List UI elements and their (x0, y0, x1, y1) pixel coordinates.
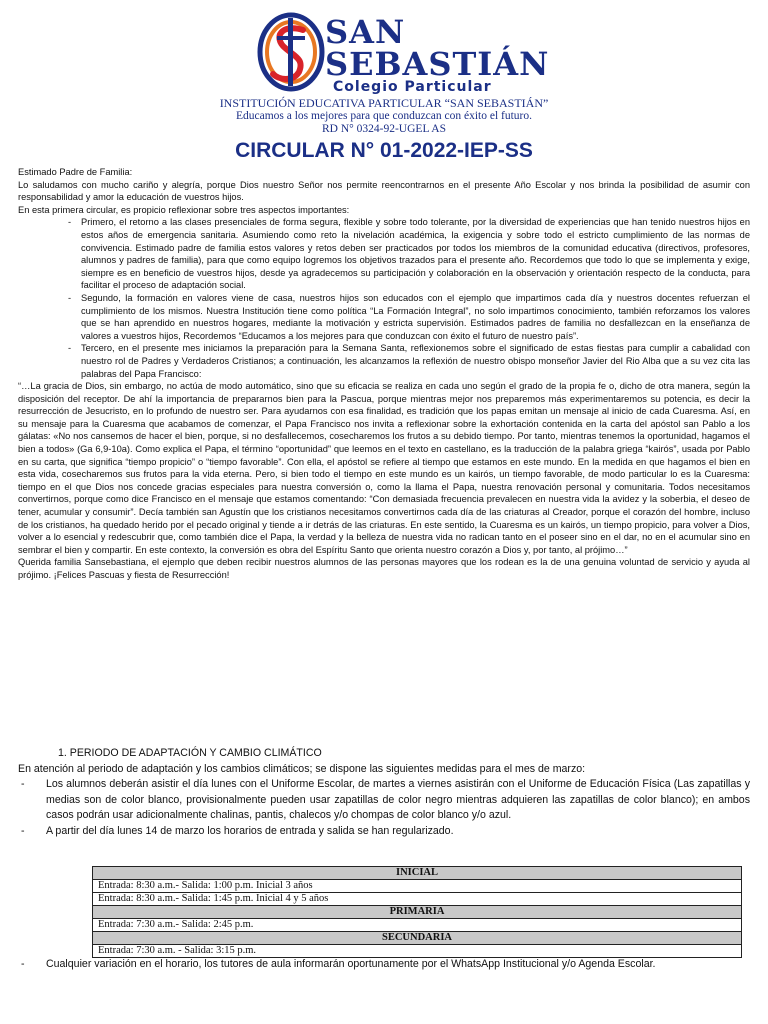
bullet-dash: - (21, 778, 25, 791)
list-item (18, 342, 750, 380)
list-item-text: Los alumnos deberán asistir el día lunes con el Uniforme Escolar, de martes a viernes asistirán con el Uniforme de Educación Física (Las zapatillas y medias son de color blanco, provisionalmente pueden usar zapatillas de color negro mientras adquieren las zapatillas de color blanco); en ambos casos podrán usar adicionalmente chalinas, pantis, chalecos y/o chompas de color blanco y/o azul. (46, 778, 750, 822)
list-item-text: Segundo, la formación en valores viene de casa, nuestros hijos son educados con el ejemplo que impartimos cada día y nuestros docentes refuerzan el cumplimiento de los mismos. Nuestra Institución tiene como política “La Formación Integral”, no solo impartimos conocimiento, también reforzamos los valores que se han aprendido en nuestros hogares, mediante la motivación y estricta supervisión. Estimados padres de familia no desfallezcan en la enseñanza de valores a vuestros hijos, Recordemos “Educamos a los mejores para que conduzcan con éxito el futuro de nuestro país”. (81, 292, 750, 341)
school-logo (255, 10, 550, 95)
schedule-row: Entrada: 7:30 a.m.- Salida: 2:45 p.m. (93, 919, 742, 932)
section-adaptation (18, 746, 750, 840)
list-item-text: Primero, el retorno a las clases presenciales de forma segura, flexible y sobre todo tolerante, por la diversidad de experiencias que han tenido nuestros hijos en estos años de emergencia sanitaria. Asumiendo como reto la nivelación académica, la exigencia y sobre todo el estricto cumplimiento de las normas de convivencia. Estimado padre de familia estos valores y retos deben ser practicados por todos los miembros de la comunidad educativa (directivos, profesores, alumnos y padres de familia), para que como equipo logremos los objetivos trazados para el presente año. Recordemos que todo lo que se implementa y exige, siempre es en beneficio de vuestros hijos, desde ya agradecemos su participación y colaboración en la observación y orientación respecto de la conducta, para facilitar el proceso de adaptación social. (81, 217, 750, 291)
institution-name: INSTITUCIÓN EDUCATIVA PARTICULAR “SAN SEBASTIÁN” (219, 96, 549, 110)
bullet-dash: - (68, 292, 72, 303)
school-emblem-icon (255, 10, 325, 94)
list-item (18, 777, 750, 824)
list-item (18, 957, 750, 973)
institution-motto: Educamos a los mejores para que conduzcan con éxito el futuro. (235, 110, 533, 122)
logo-name-line2: SEBASTIÁN (325, 45, 550, 83)
list-item (18, 292, 750, 342)
schedule-row: Entrada: 7:30 a.m. - Salida: 3:15 p.m. (93, 945, 742, 958)
schedule-table (92, 866, 742, 958)
letter-body (18, 166, 750, 582)
bullet-dash: - (21, 958, 25, 970)
schedule-row: Entrada: 8:30 a.m.- Salida: 1:00 p.m. Inicial 3 años (93, 880, 742, 893)
schedule-header-inicial: INICIAL (93, 867, 742, 880)
paragraph-intro: En esta primera circular, es propicio reflexionar sobre tres aspectos importantes: (18, 204, 350, 215)
section-heading: 1. PERIODO DE ADAPTACIÓN Y CAMBIO CLIMÁTICO (58, 747, 322, 759)
section-intro: En atención al periodo de adaptación y los cambios climáticos; se dispone las siguientes medidas para el mes de marzo: (18, 762, 586, 775)
bullet-dash: - (21, 824, 25, 837)
circular-title: CIRCULAR N° 01-2022-IEP-SS (235, 139, 533, 162)
bullet-dash: - (68, 343, 72, 354)
list-item-text: Cualquier variación en el horario, los tutores de aula informarán oportunamente por el WhatsApp Institucional y/o Agenda Escolar. (46, 958, 656, 970)
pope-quote: “…La gracia de Dios, sin embargo, no actúa de modo automático, sino que su eficacia se realiza en cada uno según el grado de la propia fe o, dicho de otra manera, según la disposición del receptor. De ahí la importancia de prepararnos bien para la Pascua, porque mientras mejor nos preparemos más experimentaremos su potencia, es decir la resurrección de Jesucristo, en lo profundo de nuestro ser. Para ayudarnos con esa finalidad, es tradición que los papas emitan un mensaje al inicio de cada Cuaresma. Así, en su mensaje para la Cuaresma que acabamos de comenzar, el Papa Francisco nos invita a reflexionar sobre la exhortación contenida en la carta del apóstol san Pablo a los gálatas: «No nos cansemos de hacer el bien, porque, si no desfallecemos, cosecharemos los frutos a su debido tiempo. Por tanto, mientras tenemos la oportunidad, hagamos el bien a todos» (Ga 6,9-10a). Como explica el Papa, el término “oportunidad” que leemos en el texto en castellano, es la traducción de la palabra griega “kairós”, usada por Pablo en su carta, que significa “tiempo propicio” o “tiempo favorable”. Con ella, el apóstol se refiere al tiempo que estamos en este mundo. En la medida en que hagamos el bien en esta vida, cosecharemos sus frutos para la vida eterna. Pero, si bien todo el tiempo en este mundo es un kairós, un tiempo favorable, de modo particular lo es la Cuaresma: tiempo en el que Dios nos concede gracias especiales para nuestra conversión o, como la llama el Papa, nuestra renovación personal y comunitaria. Todos necesitamos convertirnos, porque como dice Francisco en el mensaje que estamos comentando: “Con demasiada frecuencia prevalecen en nuestra vida la avidez y la soberbia, el deseo de tener, acumular y consumir”. Decía también san Agustín que los cristianos necesitamos convertirnos cada día de las criaturas al Creador, porque el corazón del hombre, incluso de los cristianos, ha quedado herido por el pecado original y tiende a ir detrás de las criaturas. En este sentido, la Cuaresma es un kairós, un tiempo propicio, para volver a Dios, volver a lo esencial y redescubrir que, como también dice el Papa, la verdad y la belleza de nuestra vida no radican tanto en el poseer sino en el dar, no en el acumular sino en sembrar el bien y compartir. En este contexto, la conversión es obra del Espíritu Santo que orienta nuestro corazón a Dios y, por tanto, al prójimo…” (18, 381, 750, 555)
schedule-row: Entrada: 8:30 a.m.- Salida: 1:45 p.m. Inicial 4 y 5 años (93, 893, 742, 906)
schedule-header-secundaria: SECUNDARIA (93, 932, 742, 945)
schedule-header-primaria: PRIMARIA (93, 906, 742, 919)
list-item-text: Tercero, en el presente mes iniciamos la preparación para la Semana Santa, reflexionemos sobre el significado de estas fiestas para cumplir a cabalidad con nuestro rol de Padres y Verdaderos Cristianos; a continuación, les alcanzamos la reflexión de nuestro obispo monseñor Javier del Rio Alba que a su vez cita las palabras del Papa Francisco: (81, 343, 750, 379)
closing-paragraph: Querida familia Sansebastiana, el ejemplo que deben recibir nuestros alumnos de las personas mayores que los rodean es la de una genuina voluntad de servicio y ayuda al prójimo. ¡Felices Pascuas y fiesta de Resurrección! (18, 557, 750, 580)
salutation: Estimado Padre de Familia: (18, 167, 133, 177)
logo-name-line1: SAN (325, 13, 406, 51)
list-item (18, 216, 750, 292)
logo-tagline: Colegio Particular (333, 79, 492, 95)
paragraph-greeting: Lo saludamos con mucho cariño y alegría, porque Dios nuestro Señor nos permite reencontrarnos en el presente Año Escolar y nos brinda la posibilidad de asumir con responsabilidad y amor la educación de vuestros hijos. (18, 179, 750, 203)
list-item-text: A partir del día lunes 14 de marzo los horarios de entrada y salida se han regularizado. (46, 824, 454, 837)
resolution-number: RD N° 0324-92-UGEL AS (322, 123, 446, 135)
bullet-dash: - (68, 217, 72, 228)
aspects-list (18, 216, 750, 380)
list-item (18, 824, 750, 840)
